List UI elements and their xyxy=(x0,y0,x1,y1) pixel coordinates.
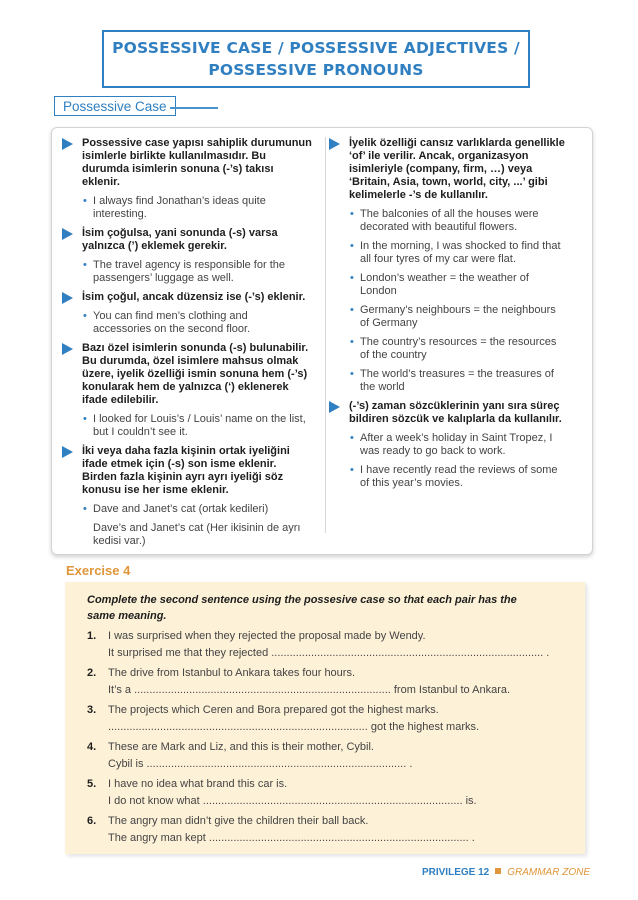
text-line: The travel agency is responsible for the xyxy=(93,259,285,271)
bullet-icon: • xyxy=(83,503,87,515)
text-line: konularak hem de yalnızca (‘) eklenerek xyxy=(82,381,289,393)
exercise-item xyxy=(87,776,577,810)
example-item xyxy=(62,413,324,439)
item-question: I was surprised when they rejected the proposal made by Wendy. xyxy=(108,630,426,642)
rule-text xyxy=(62,137,324,189)
text-line: Birden fazla kişinin ayrı ayrı iyeliği söz xyxy=(82,471,284,483)
rule-text xyxy=(329,400,581,426)
instruction-line: Complete the second sentence using the possesive case so that each pair has the xyxy=(87,594,517,606)
exercise-title: Exercise 4 xyxy=(66,563,131,578)
rule-text xyxy=(62,227,324,253)
right-column xyxy=(329,137,581,496)
text-line: Bu durumda, özel isimlere mahsus olmak xyxy=(82,355,299,367)
footer-square-icon xyxy=(495,868,501,874)
exercise-item xyxy=(87,628,577,662)
arrow-icon xyxy=(329,401,340,413)
text-line: ‘Britain, Asia, town, world, city, ...’ gibi xyxy=(349,176,548,188)
example-item xyxy=(329,336,581,362)
page-title-line-2: POSSESSIVE PRONOUNS xyxy=(208,61,424,79)
text-line: I have recently read the reviews of some xyxy=(360,464,558,476)
example-item xyxy=(329,240,581,266)
text-line: of the country xyxy=(360,349,427,361)
rule-text xyxy=(329,137,581,202)
arrow-icon xyxy=(62,446,73,458)
item-number: 5. xyxy=(87,778,97,790)
text-line: You can find men’s clothing and xyxy=(93,310,248,322)
item-answer-line: It’s a .................................................................................... from Istanbul to Ankara. xyxy=(108,684,511,696)
text-line: passengers’ luggage as well. xyxy=(93,272,234,284)
text-line: isimlerle birlikte kullanılmasıdır. Bu xyxy=(82,150,267,162)
rule-text xyxy=(62,291,324,304)
arrow-icon xyxy=(62,343,73,355)
text-line: Possessive case yapısı sahiplik durumunun xyxy=(82,137,312,149)
bullet-icon: • xyxy=(83,413,87,425)
bullet-icon: • xyxy=(350,336,354,348)
item-question: I have no idea what brand this car is. xyxy=(108,778,288,790)
item-answer-line: I do not know what ..................................................................................... is. xyxy=(108,795,477,807)
item-number: 2. xyxy=(87,667,97,679)
exercise-item xyxy=(87,702,577,736)
section-heading-rule xyxy=(170,107,218,109)
text-line: ‘of’ ile verilir. Ancak, organizasyon xyxy=(349,150,529,162)
text-line: interesting. xyxy=(93,208,147,220)
example-item xyxy=(329,464,581,490)
text-line: all four tyres of my car were flat. xyxy=(360,253,516,265)
text-line: kedisi var.) xyxy=(93,535,146,547)
text-line: eklenir. xyxy=(82,176,120,188)
text-line: üzere, iyelik özelliği ismin sonuna hem (-’s) xyxy=(82,368,308,380)
example-item xyxy=(329,304,581,330)
rule-text xyxy=(62,342,324,407)
text-line: isimleriyle (company, firm, …) veya xyxy=(349,163,533,175)
text-line: (-’s) zaman sözcüklerinin yanı sıra süreç xyxy=(349,400,560,412)
example-item xyxy=(62,310,324,336)
bullet-icon: • xyxy=(350,304,354,316)
text-line: durumda isimlerin sonuna (-’s) takısı xyxy=(82,163,274,175)
text-line: decorated with beautiful flowers. xyxy=(360,221,518,233)
arrow-icon xyxy=(62,292,73,304)
example-item xyxy=(62,503,324,516)
text-line: İsim çoğul, ancak düzensiz ise (-’s) eklenir. xyxy=(82,291,306,303)
item-number: 1. xyxy=(87,630,97,642)
text-line: The balconies of all the houses were xyxy=(360,208,539,220)
arrow-icon xyxy=(62,228,73,240)
text-line: the world xyxy=(360,381,405,393)
bullet-icon: • xyxy=(83,310,87,322)
exercise-instruction xyxy=(87,592,577,624)
left-column xyxy=(62,137,324,550)
example-item xyxy=(62,259,324,285)
item-answer-line: The angry man kept ..................................................................................... . xyxy=(108,832,475,844)
item-question: The drive from Istanbul to Ankara takes four hours. xyxy=(108,667,356,679)
instruction-line: same meaning. xyxy=(87,610,167,622)
page-footer xyxy=(422,867,590,878)
item-number: 3. xyxy=(87,704,97,716)
text-line: The world’s treasures = the treasures of xyxy=(360,368,554,380)
text-line: Bazı özel isimlerin sonunda (-s) bulunabilir. xyxy=(82,342,309,354)
text-line: İyelik özelliği cansız varlıklarda genellikle xyxy=(349,137,565,149)
text-line: of Germany xyxy=(360,317,418,329)
page-title-box xyxy=(102,30,530,88)
text-line: In the morning, I was shocked to find that xyxy=(360,240,561,252)
bullet-icon: • xyxy=(350,464,354,476)
example-item xyxy=(329,208,581,234)
text-line: accessories on the second floor. xyxy=(93,323,251,335)
text-line: of this year’s movies. xyxy=(360,477,463,489)
bullet-icon: • xyxy=(83,259,87,271)
text-line: Dave’s and Janet’s cat (Her ikisinin de ayrı xyxy=(93,522,301,534)
text-line: London xyxy=(360,285,397,297)
exercise-item xyxy=(87,739,577,773)
exercise-item xyxy=(87,665,577,699)
text-line: was ready to go back to work. xyxy=(360,445,506,457)
bullet-icon: • xyxy=(350,272,354,284)
example-item xyxy=(62,195,324,221)
text-line: but I couldn’t see it. xyxy=(93,426,188,438)
section-heading: Possessive Case xyxy=(54,96,176,116)
bullet-icon: • xyxy=(350,208,354,220)
text-line: İki veya daha fazla kişinin ortak iyeliğini xyxy=(82,445,290,457)
item-answer-line: Cybil is ..................................................................................... . xyxy=(108,758,413,770)
example-item xyxy=(329,432,581,458)
item-answer-line: ..................................................................................... got the highest marks. xyxy=(108,721,480,733)
exercise-item xyxy=(87,813,577,847)
item-answer-line: It surprised me that they rejected ......................................................................................... . xyxy=(108,647,550,659)
arrow-icon xyxy=(329,138,340,150)
text-line: I always find Jonathan’s ideas quite xyxy=(93,195,266,207)
exercise-content xyxy=(87,592,577,850)
item-question: These are Mark and Liz, and this is their mother, Cybil. xyxy=(108,741,374,753)
text-line: ifade etmek için (-s) son isme eklenir. xyxy=(82,458,277,470)
footer-zone: GRAMMAR ZONE xyxy=(507,867,590,878)
text-line: bildiren sözcük ve kalıplarla da kullanılır. xyxy=(349,413,562,425)
item-question: The angry man didn’t give the children their ball back. xyxy=(108,815,369,827)
item-number: 4. xyxy=(87,741,97,753)
bullet-icon: • xyxy=(350,240,354,252)
example-item xyxy=(329,272,581,298)
text-line: İsim çoğulsa, yani sonunda (-s) varsa xyxy=(82,227,278,239)
page-title-line-1: POSSESSIVE CASE / POSSESSIVE ADJECTIVES / xyxy=(112,39,520,57)
text-line: I looked for Louis’s / Louis’ name on the list, xyxy=(93,413,306,425)
bullet-icon: • xyxy=(83,195,87,207)
text-line: Dave and Janet’s cat (ortak kedileri) xyxy=(93,503,269,515)
example-item xyxy=(329,368,581,394)
item-number: 6. xyxy=(87,815,97,827)
text-line: London’s weather = the weather of xyxy=(360,272,529,284)
column-divider xyxy=(325,137,326,533)
bullet-icon: • xyxy=(350,368,354,380)
text-line: Germany’s neighbours = the neighbours xyxy=(360,304,556,316)
text-line: kelimelerle -’s de kullanılır. xyxy=(349,189,488,201)
item-question: The projects which Ceren and Bora prepared got the highest marks. xyxy=(108,704,439,716)
bullet-icon: • xyxy=(350,432,354,444)
rule-text xyxy=(62,445,324,497)
text-line: ifade edilebilir. xyxy=(82,394,159,406)
text-line: After a week’s holiday in Saint Tropez, I xyxy=(360,432,553,444)
text-line: The country’s resources = the resources xyxy=(360,336,557,348)
text-line: konusu ise her isme eklenir. xyxy=(82,484,229,496)
example-continuation xyxy=(62,522,324,548)
text-line: yalnızca (’) eklemek gerekir. xyxy=(82,240,227,252)
footer-brand: PRIVILEGE 12 xyxy=(421,867,490,878)
arrow-icon xyxy=(62,138,73,150)
